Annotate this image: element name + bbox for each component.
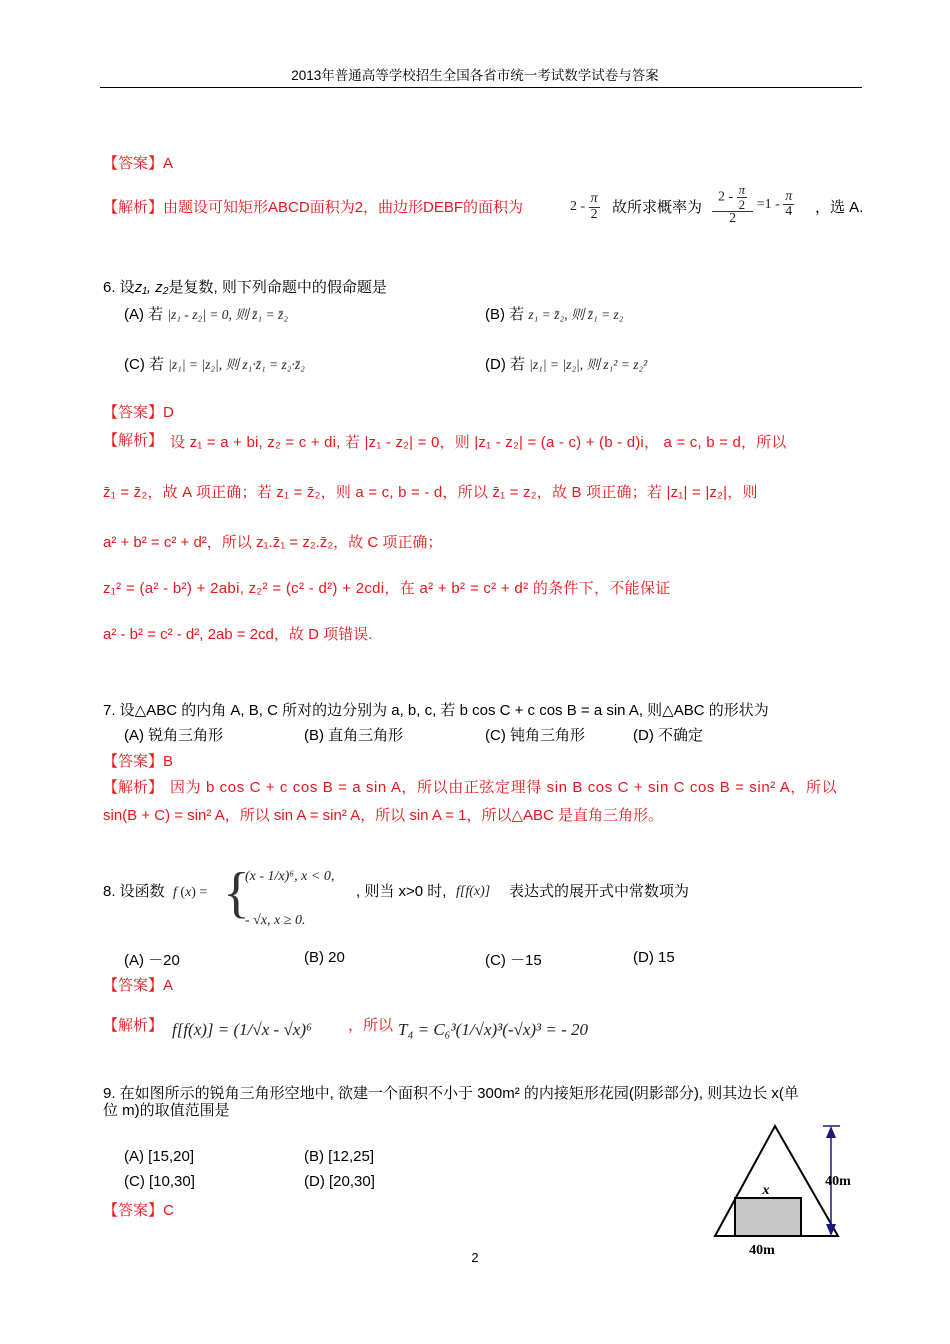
- q8-brace: {: [223, 862, 250, 924]
- q5-prob-expr: 2 - $\frac{\pi}{2}$ 2 =1 - $\frac{\pi}{4}$: [712, 183, 794, 227]
- q5-mid-text: 故所求概率为: [612, 199, 703, 216]
- q9-base-label: 40m: [749, 1243, 775, 1258]
- q6-option-d-label: (D) 若: [485, 356, 525, 373]
- q9-answer-tag: 【答案】: [103, 1202, 164, 1219]
- q5-answer-tag: 【答案】: [103, 155, 164, 172]
- q7-analysis-line-1: 因为 b cos C + c cos B = a sin A，所以由正弦定理得 sin B cos C + sin C cos B = sin² A，所以: [170, 779, 838, 796]
- q6-option-a-expr: |z₁ - z₂| = 0, 则 z̄₁ = z̄₂: [167, 307, 288, 322]
- q8-stem-suffix: 表达式的展开式中常数项为: [509, 883, 690, 900]
- q8-analysis-expr-2: T₄ = C₆³(1/√x)³(-√x)³ = - 20: [398, 1020, 589, 1039]
- q9-option-b: (B) [12,25]: [304, 1148, 375, 1165]
- q7-option-c: (C) 钝角三角形: [485, 727, 585, 744]
- q6-stem: [103, 276, 387, 297]
- q9-option-d: (D) [20,30]: [304, 1173, 375, 1190]
- q8-case-2: - √x, x ≥ 0.: [245, 913, 306, 928]
- q6-option-d-expr: |z₁| = |z₂|, 则 z₁² = z₂²: [529, 357, 648, 372]
- q5-analysis-text: 由题设可知矩形ABCD面积为2，曲边形DEBF的面积为: [163, 199, 524, 216]
- q6-analysis-line-4: z₁² = (a² - b²) + 2abi, z₂² = (c² - d²) + 2cdi，在 a² + b² = c² + d² 的条件下，不能保证: [103, 580, 671, 597]
- q7-answer-line: [103, 750, 173, 771]
- q6-option-c-label: (C) 若: [124, 356, 164, 373]
- q6-option-b-expr: z₁ = z̄₂, 则 z̄₁ = z₂: [528, 307, 624, 322]
- q6-option-a-label: (A) 若: [124, 306, 164, 323]
- q6-analysis-tag: 【解析】: [103, 432, 164, 449]
- page-number: 2: [471, 1250, 479, 1265]
- q6-stem-prefix: 6. 设: [103, 279, 135, 296]
- q6-answer-value: D: [163, 404, 174, 421]
- q7-option-b: (B) 直角三角形: [304, 727, 404, 744]
- q9-arrow-up: [826, 1126, 836, 1138]
- q7-option-d: (D) 不确定: [633, 727, 703, 744]
- q9-stem-line-1: 9. 在如图所示的锐角三角形空地中, 欲建一个面积不小于 300m² 的内接矩形花园(阴影部分), 则其边长 x(单: [103, 1085, 799, 1102]
- q7-analysis-line-2: sin(B + C) = sin² A，所以 sin A = sin² A，所以 sin A = 1，所以△ABC 是直角三角形。: [103, 807, 664, 824]
- q7-stem: 7. 设△ABC 的内角 A, B, C 所对的边分别为 a, b, c, 若 b cos C + c cos B = a sin A, 则△ABC 的形状为: [103, 702, 769, 719]
- page-header-title: 2013年普通高等学校招生全国各省市统一考试数学试卷与答案: [291, 68, 659, 83]
- q6-analysis-line-1: 设 z₁ = a + bi, z₂ = c + di, 若 |z₁ - z₂| = 0，则 |z₁ - z₂| = (a - c) + (b - d)i， a = c, b = d，所以: [170, 434, 787, 451]
- q7-answer-value: B: [163, 753, 174, 770]
- q6-option-b: [485, 303, 623, 324]
- q8-option-a: (A) －20: [124, 952, 180, 969]
- q8-analysis-expr-1: f[f(x)] = (1/√x - √x)⁶: [172, 1020, 312, 1039]
- q6-option-d: [485, 353, 647, 374]
- q5-area-expr: 2 - $\frac{\pi}{2}$: [570, 191, 598, 222]
- q9-option-c: (C) [10,30]: [124, 1173, 195, 1190]
- q7-answer-tag: 【答案】: [103, 753, 164, 770]
- header-rule: [100, 87, 862, 88]
- q8-stem-expr: f[f(x)]: [456, 884, 491, 899]
- q7-option-a: (A) 锐角三角形: [124, 727, 224, 744]
- q9-height-label: 40m: [825, 1174, 851, 1189]
- q5-analysis-line: [103, 196, 523, 217]
- q5-answer-line: [103, 152, 173, 173]
- q8-stem-mid: , 则当 x>0 时,: [356, 883, 447, 900]
- q5-end-text: ，选 A.: [815, 199, 864, 216]
- q6-analysis-line-2: z̄₁ = z̄₂，故 A 项正确；若 z₁ = z̄₂，则 a = c, b = - d，所以 z̄₁ = z₂，故 B 项正确；若 |z₁| = |z₂|，则: [103, 484, 758, 501]
- q6-answer-line: [103, 401, 174, 422]
- q5-analysis-tag: 【解析】: [103, 199, 164, 216]
- q6-option-b-label: (B) 若: [485, 306, 525, 323]
- q8-option-c: (C) －15: [485, 952, 542, 969]
- q6-option-c-expr: |z₁| = |z₂|, 则 z₁·z̄₁ = z₂·z̄₂: [168, 357, 305, 372]
- q8-analysis-mid: ，所以: [348, 1017, 394, 1034]
- q9-shaded-rectangle: [735, 1198, 801, 1236]
- q8-option-b: (B) 20: [304, 949, 345, 966]
- q6-analysis-line-3: a² + b² = c² + d²，所以 z₁.z̄₁ = z₂.z̄₂，故 C 项正确；: [103, 534, 443, 551]
- q6-option-a: [124, 303, 288, 324]
- q8-answer-value: A: [163, 977, 174, 994]
- q8-answer-line: [103, 974, 173, 995]
- q8-answer-tag: 【答案】: [103, 977, 164, 994]
- q5-answer-value: A: [163, 155, 174, 172]
- q6-stem-vars: z₁, z₂: [134, 279, 169, 296]
- q6-option-c: [124, 353, 305, 374]
- q7-analysis-tag: 【解析】: [103, 779, 164, 796]
- q9-triangle-figure: [700, 1118, 870, 1263]
- q6-answer-tag: 【答案】: [103, 404, 164, 421]
- q9-stem-line-2: 位 m)的取值范围是: [103, 1102, 230, 1119]
- q9-option-a: (A) [15,20]: [124, 1148, 195, 1165]
- q8-analysis-tag: 【解析】: [103, 1017, 164, 1034]
- q8-option-d: (D) 15: [633, 949, 675, 966]
- q6-analysis-line-5: a² - b² = c² - d², 2ab = 2cd，故 D 项错误.: [103, 626, 373, 643]
- q9-answer-value: C: [163, 1202, 174, 1219]
- q8-stem-prefix: 8. 设函数: [103, 883, 165, 900]
- q6-stem-suffix: 是复数, 则下列命题中的假命题是: [168, 279, 387, 296]
- q9-x-label: x: [762, 1183, 770, 1198]
- q9-answer-line: [103, 1199, 174, 1220]
- q8-case-1: (x - 1/x)⁶, x < 0,: [245, 869, 335, 884]
